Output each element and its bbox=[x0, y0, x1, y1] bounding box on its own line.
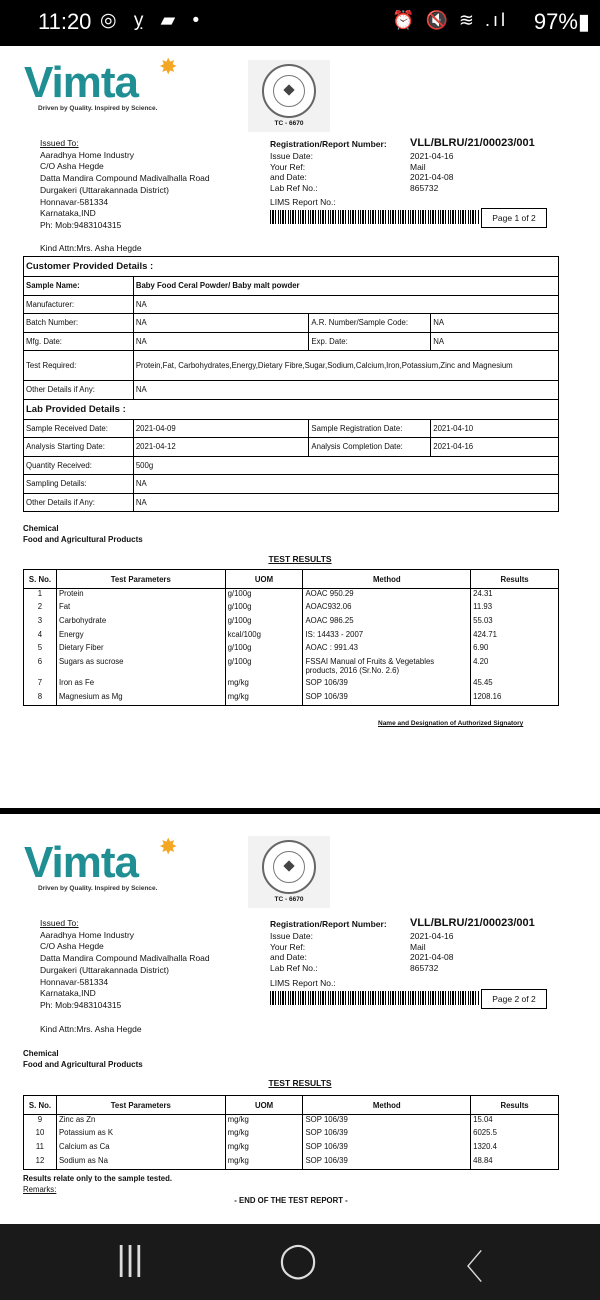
cell-uom: g/100g bbox=[225, 589, 303, 603]
cell-param: Dietary Fiber bbox=[56, 643, 225, 657]
system-icons: ⏰ 🔇 ≋ .ıl bbox=[392, 10, 508, 30]
cell-sno: 8 bbox=[24, 692, 57, 706]
cell-param: Carbohydrate bbox=[56, 616, 225, 630]
nabl-seal: TC - 6670 bbox=[248, 836, 330, 908]
cell-method: IS: 14433 - 2007 bbox=[303, 630, 471, 644]
cell-method: SOP 106/39 bbox=[303, 1156, 471, 1170]
cell-sno: 4 bbox=[24, 630, 57, 644]
recents-button[interactable]: ||| bbox=[116, 1240, 144, 1278]
cell-method: SOP 106/39 bbox=[303, 1115, 471, 1129]
battery-indicator: 97%▮ bbox=[533, 9, 590, 34]
logo-star-icon: ✸ bbox=[159, 834, 178, 859]
remarks-label: Remarks: bbox=[23, 1185, 57, 1194]
table-row bbox=[24, 630, 559, 644]
cell-uom: mg/kg bbox=[225, 1156, 303, 1170]
cell-uom: g/100g bbox=[225, 602, 303, 616]
lab-details-header: Lab Provided Details : bbox=[24, 399, 559, 419]
cell-method: AOAC 986.25 bbox=[303, 616, 471, 630]
navigation-bar bbox=[0, 1224, 600, 1300]
cell-uom: kcal/100g bbox=[225, 630, 303, 644]
table-row bbox=[24, 692, 559, 706]
cell-sno: 11 bbox=[24, 1142, 57, 1156]
page-number: Page 1 of 2 bbox=[481, 208, 547, 228]
registration-block: Registration/Report Number: VLL/BLRU/21/00023/001 Issue Date: 2021-04-16 Your Ref: Mail and Date: 2021-04-08 Lab Ref No.: 865732 bbox=[270, 917, 535, 973]
cell-method: FSSAI Manual of Fruits & Vegetables products, 2016 (Sr.No. 2.6) bbox=[303, 657, 471, 678]
table-row bbox=[24, 1142, 559, 1156]
cell-param: Zinc as Zn bbox=[56, 1115, 225, 1129]
cell-method: SOP 106/39 bbox=[303, 1142, 471, 1156]
signatory-line: Name and Designation of Authorized Signatory bbox=[378, 720, 524, 727]
table-row bbox=[24, 657, 559, 678]
table-row bbox=[24, 589, 559, 603]
seal-icon bbox=[262, 64, 316, 118]
column-header: Results bbox=[471, 570, 559, 589]
cell-method: AOAC932.06 bbox=[303, 602, 471, 616]
column-header: Method bbox=[303, 1096, 471, 1115]
seal-icon bbox=[262, 840, 316, 894]
cell-result: 1208.16 bbox=[471, 692, 559, 706]
report-page-1 bbox=[0, 46, 600, 808]
cell-sno: 10 bbox=[24, 1128, 57, 1142]
column-header: Method bbox=[303, 570, 471, 589]
cell-param: Potassium as K bbox=[56, 1128, 225, 1142]
column-header: Test Parameters bbox=[56, 570, 225, 589]
results-note: Results relate only to the sample tested. bbox=[23, 1174, 173, 1183]
cell-param: Protein bbox=[56, 589, 225, 603]
table-row bbox=[24, 678, 559, 692]
cell-result: 6.90 bbox=[471, 643, 559, 657]
column-header: Results bbox=[471, 1096, 559, 1115]
lims-label: LIMS Report No.: bbox=[270, 197, 336, 207]
table-row bbox=[24, 1115, 559, 1129]
cell-sno: 5 bbox=[24, 643, 57, 657]
issued-to-block: Issued To: Aaradhya Home Industry C/O Asha Hegde Datta Mandira Compound Madivalhalla Road Durgakeri (Uttarakannada District) Honnavar-581334 Karnataka,IND Ph: Mob:9483104315 bbox=[40, 918, 210, 1010]
results-table-1 bbox=[23, 569, 559, 706]
cell-param: Magnesium as Mg bbox=[56, 692, 225, 706]
cell-method: SOP 106/39 bbox=[303, 1128, 471, 1142]
page-number: Page 2 of 2 bbox=[481, 989, 547, 1009]
cell-param: Iron as Fe bbox=[56, 678, 225, 692]
cell-param: Sugars as sucrose bbox=[56, 657, 225, 678]
cell-result: 424.71 bbox=[471, 630, 559, 644]
kind-attn: Kind Attn:Mrs. Asha Hegde bbox=[40, 243, 142, 253]
table-row bbox=[24, 616, 559, 630]
report-number: VLL/BLRU/21/00023/001 bbox=[410, 137, 535, 149]
column-header: UOM bbox=[225, 570, 303, 589]
back-button[interactable]: 〈 bbox=[449, 1249, 483, 1287]
test-results-title: TEST RESULTS bbox=[268, 1078, 332, 1088]
registration-block: Registration/Report Number: VLL/BLRU/21/00023/001 Issue Date: 2021-04-16 Your Ref: Mail and Date: 2021-04-08 Lab Ref No.: 865732 bbox=[270, 137, 535, 193]
cell-result: 45.45 bbox=[471, 678, 559, 692]
notification-icons: ◎ ỵ ▰ • bbox=[100, 10, 206, 31]
cell-method: SOP 106/39 bbox=[303, 678, 471, 692]
cell-uom: mg/kg bbox=[225, 692, 303, 706]
section-heading: Chemical Food and Agricultural Products bbox=[23, 1049, 143, 1069]
report-number: VLL/BLRU/21/00023/001 bbox=[410, 917, 535, 929]
cell-uom: mg/kg bbox=[225, 1142, 303, 1156]
cell-sno: 3 bbox=[24, 616, 57, 630]
cell-sno: 2 bbox=[24, 602, 57, 616]
cell-uom: mg/kg bbox=[225, 1115, 303, 1129]
cell-uom: mg/kg bbox=[225, 678, 303, 692]
home-button[interactable]: ◯ bbox=[278, 1241, 318, 1279]
results-table-2 bbox=[23, 1095, 559, 1170]
cell-param: Fat bbox=[56, 602, 225, 616]
cell-uom: g/100g bbox=[225, 616, 303, 630]
cell-method: SOP 106/39 bbox=[303, 692, 471, 706]
cell-uom: g/100g bbox=[225, 657, 303, 678]
table-row bbox=[24, 643, 559, 657]
cell-sno: 12 bbox=[24, 1156, 57, 1170]
kind-attn: Kind Attn:Mrs. Asha Hegde bbox=[40, 1024, 142, 1034]
report-page-2 bbox=[0, 814, 600, 1224]
lims-label: LIMS Report No.: bbox=[270, 978, 336, 988]
barcode bbox=[270, 210, 480, 224]
status-time: 11:20 bbox=[38, 9, 92, 34]
column-header: S. No. bbox=[24, 1096, 57, 1115]
table-row bbox=[24, 602, 559, 616]
cell-result: 48.84 bbox=[471, 1156, 559, 1170]
end-of-report: - END OF THE TEST REPORT - bbox=[234, 1196, 348, 1205]
cell-sno: 7 bbox=[24, 678, 57, 692]
section-heading: Chemical Food and Agricultural Products bbox=[23, 524, 143, 544]
cell-param: Calcium as Ca bbox=[56, 1142, 225, 1156]
table-row bbox=[24, 1128, 559, 1142]
nabl-seal: TC - 6670 bbox=[248, 60, 330, 132]
sample-name: Baby Food Ceral Powder/ Baby malt powder bbox=[133, 277, 558, 296]
cell-method: AOAC 950.29 bbox=[303, 589, 471, 603]
logo-star-icon: ✸ bbox=[159, 54, 178, 79]
column-header: Test Parameters bbox=[56, 1096, 225, 1115]
cell-param: Sodium as Na bbox=[56, 1156, 225, 1170]
customer-details-header: Customer Provided Details : bbox=[24, 257, 559, 277]
cell-result: 24.31 bbox=[471, 589, 559, 603]
cell-sno: 1 bbox=[24, 589, 57, 603]
cell-result: 6025.5 bbox=[471, 1128, 559, 1142]
cell-result: 4.20 bbox=[471, 657, 559, 678]
vimta-logo: Vimta ✸ Driven by Quality. Inspired by Science. bbox=[24, 834, 178, 892]
issued-to-block: Issued To: Aaradhya Home Industry C/O Asha Hegde Datta Mandira Compound Madivalhalla Road Durgakeri (Uttarakannada District) Honnavar-581334 Karnataka,IND Ph: Mob:9483104315 bbox=[40, 138, 210, 230]
cell-sno: 9 bbox=[24, 1115, 57, 1129]
column-header: S. No. bbox=[24, 570, 57, 589]
cell-method: AOAC : 991.43 bbox=[303, 643, 471, 657]
column-header: UOM bbox=[225, 1096, 303, 1115]
cell-sno: 6 bbox=[24, 657, 57, 678]
cell-result: 11.93 bbox=[471, 602, 559, 616]
cell-uom: g/100g bbox=[225, 643, 303, 657]
cell-result: 1320.4 bbox=[471, 1142, 559, 1156]
cell-uom: mg/kg bbox=[225, 1128, 303, 1142]
vimta-logo: Vimta ✸ Driven by Quality. Inspired by Science. bbox=[24, 54, 178, 112]
test-results-title: TEST RESULTS bbox=[268, 554, 332, 564]
cell-result: 55.03 bbox=[471, 616, 559, 630]
status-bar bbox=[0, 0, 600, 46]
cell-param: Energy bbox=[56, 630, 225, 644]
table-row bbox=[24, 1156, 559, 1170]
sample-details-table: Customer Provided Details : Sample Name: Baby Food Ceral Powder/ Baby malt powder Manufacturer: NA Batch Number: NA A.R. Number/Sample Code: NA Mfg. Date: NA Exp. Date: NA Test Required: Protein,Fat, Carbohydrates,Energy,Dietary Fibre,Sugar,Sodium,Calcium,Iron,Potassium,Zinc and Magnesium Other Details if Any: NA Lab Provided Details : Sample Received Date: 2021-04-09 Sample Registration Date: 2021-04-10 Analysis Starting Date: 2021-04-12 Analysis Completion Date: 2021-04-16 Quantity Received: 500g Sampling Details: NA Other Details if Any: NA bbox=[23, 256, 559, 512]
tests-required: Protein,Fat, Carbohydrates,Energy,Dietary Fibre,Sugar,Sodium,Calcium,Iron,Potassium,Zinc and Magnesium bbox=[133, 351, 558, 381]
barcode bbox=[270, 991, 480, 1005]
cell-result: 15.04 bbox=[471, 1115, 559, 1129]
